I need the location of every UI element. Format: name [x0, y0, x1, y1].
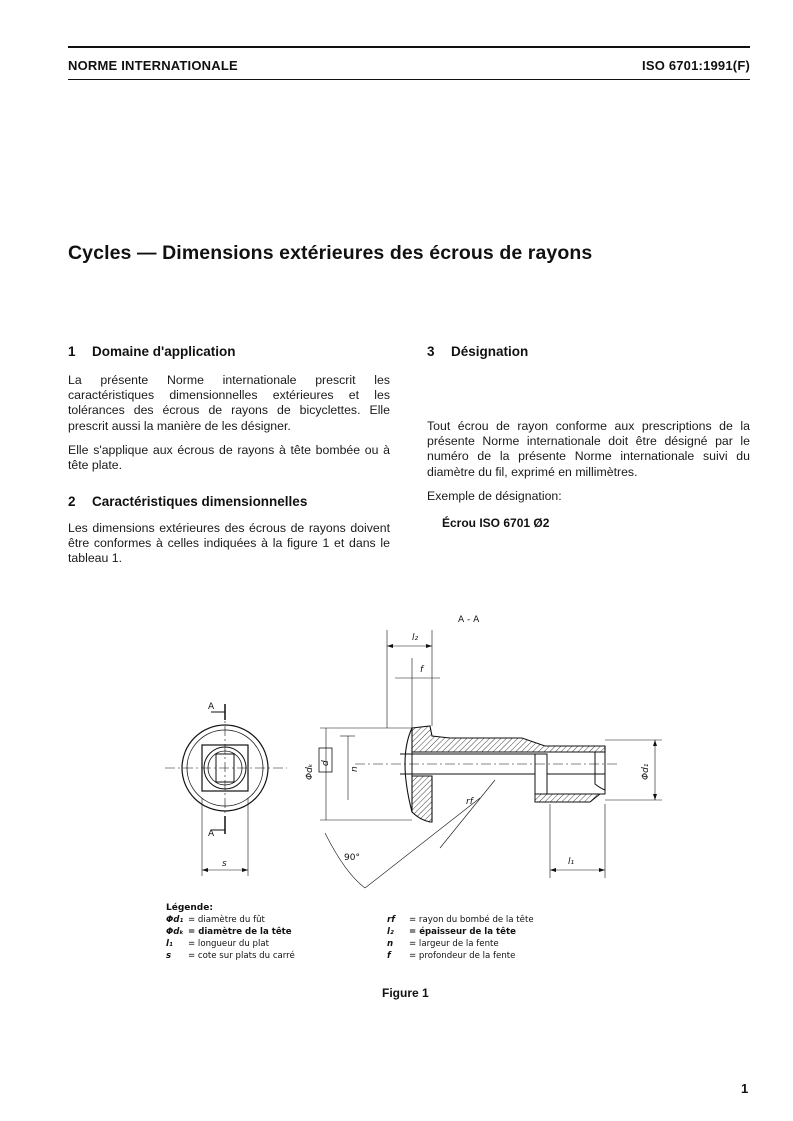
legend-item — [166, 938, 295, 950]
legend-description: = épaisseur de la tête — [409, 927, 516, 937]
arrow-s-left — [202, 868, 208, 872]
legend-right — [387, 914, 534, 962]
legend-symbol: Φdₖ — [166, 927, 184, 937]
legend-item — [166, 926, 295, 938]
arrow-l2-right — [426, 644, 432, 648]
legend-description: = profondeur de la fente — [409, 951, 516, 961]
arrow-l1-left — [550, 868, 556, 872]
legend-description: = longueur du plat — [188, 939, 270, 949]
document-title: Cycles — Dimensions extérieures des écrous de rayons — [68, 242, 593, 264]
legend-item — [166, 950, 295, 962]
section-3-paragraph-1: Tout écrou de rayon conforme aux prescriptions de la présente Norme internationale doit être désigné par le numéro de la présente Norme internationale suivi du diamètre du fil, exprimé en millimètres. — [427, 419, 750, 479]
legend-symbol: n — [387, 939, 394, 949]
section-view — [320, 630, 662, 888]
legend-symbol: rf — [387, 915, 395, 925]
dim-label-s: s — [222, 859, 227, 869]
section-3-title: Désignation — [451, 344, 529, 359]
header-standard-number: ISO 6701:1991(F) — [642, 58, 750, 73]
cut-marker-bottom: A — [208, 829, 215, 839]
section-1-paragraph-2: Elle s'applique aux écrous de rayons à tête bombée ou à tête plate. — [68, 443, 390, 473]
arrow-l1-right — [599, 868, 605, 872]
dim-label-d-box — [319, 748, 332, 772]
header-bottom-rule — [68, 79, 750, 80]
legend-item — [166, 914, 295, 926]
dim-label-dk: Φdₖ — [305, 763, 315, 780]
legend-symbol: f — [387, 951, 391, 961]
header-left-label: NORME INTERNATIONALE — [68, 58, 238, 73]
section-2-heading — [68, 494, 307, 509]
legend-description: = diamètre du fût — [188, 915, 265, 925]
dim-label-l1: l₁ — [568, 857, 575, 867]
legend-item — [387, 914, 534, 926]
page-number: 1 — [741, 1081, 749, 1096]
section-1-number: 1 — [68, 344, 76, 359]
figure-1-drawing — [150, 608, 670, 908]
section-2-title: Caractéristiques dimensionnelles — [92, 494, 308, 509]
dim-label-angle: 90° — [344, 853, 360, 863]
section-3-paragraph-2: Exemple de désignation: — [427, 489, 562, 503]
dim-label-l2: l₂ — [412, 633, 419, 643]
legend-item — [387, 938, 534, 950]
legend-symbol: Φd₁ — [166, 915, 184, 925]
section-3-number: 3 — [427, 344, 435, 359]
section-label-aa: A - A — [458, 615, 480, 625]
arrow-d1-top — [653, 740, 657, 746]
legend-item — [387, 950, 534, 962]
section-1-title: Domaine d'application — [92, 344, 236, 359]
section-2-paragraph-1: Les dimensions extérieures des écrous de rayons doivent être conformes à celles indiquées à la figure 1 et dans le tableau 1. — [68, 521, 390, 566]
legend-description: = diamètre de la tête — [188, 927, 292, 937]
section-2-number: 2 — [68, 494, 76, 509]
section-1-paragraph-1: La présente Norme internationale prescrit les caractéristiques dimensionnelles extérieures et les tolérances des écrous de rayons de bicyclettes. Elle prescrit aussi la manière de les désigner. — [68, 373, 390, 433]
dim-label-f: f — [420, 665, 424, 675]
legend-description: = largeur de la fente — [409, 939, 499, 949]
section-1-heading — [68, 344, 235, 359]
dim-label-n: n — [350, 766, 360, 772]
legend-description: = rayon du bombé de la tête — [409, 915, 534, 925]
figure-caption: Figure 1 — [382, 986, 429, 1000]
section-3-heading — [427, 344, 528, 359]
legend-symbol: l₂ — [387, 927, 394, 937]
legend-item — [387, 926, 534, 938]
legend-symbol: s — [166, 951, 172, 961]
legend-description: = cote sur plats du carré — [188, 951, 295, 961]
arrow-d1-bottom — [653, 794, 657, 800]
dim-label-d: d — [321, 760, 331, 766]
designation-example: Écrou ISO 6701 Ø2 — [442, 516, 550, 530]
end-view — [165, 704, 287, 876]
legend-title: Légende: — [166, 903, 213, 913]
dim-label-d1: Φd₁ — [641, 763, 651, 780]
cut-marker-top: A — [208, 702, 215, 712]
header-top-rule — [68, 46, 750, 48]
dim-label-rf: rf — [466, 797, 473, 807]
spoke-nut-diagram — [150, 608, 670, 908]
legend-symbol: l₁ — [166, 939, 173, 949]
arrow-l2-left — [387, 644, 393, 648]
legend-left — [166, 902, 295, 962]
arrow-s-right — [242, 868, 248, 872]
